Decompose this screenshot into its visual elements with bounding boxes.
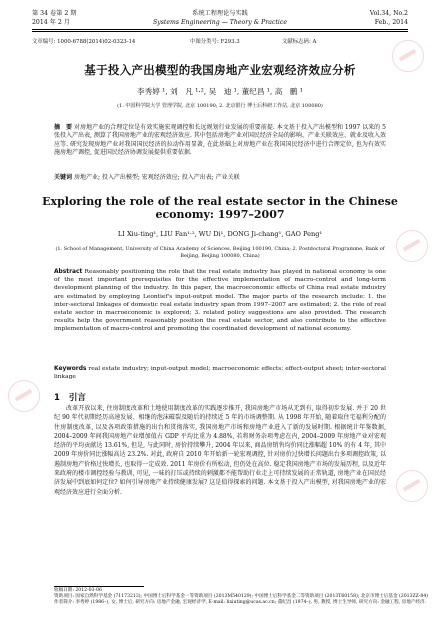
affiliation-en: (1. School of Management, University of China Academy of Sciences, Beijing 100190, China; 2. Postdoctoral Programme, Bank of Beijing, Beijing 100080, China) [55, 246, 385, 259]
footnote-rule [54, 586, 144, 587]
footnotes [54, 588, 429, 607]
journal-date-cn: 2014 年 2 月 [32, 19, 70, 26]
journal-volume-cn: 第 34 卷第 2 期 [32, 10, 77, 17]
watermark-stamp [390, 464, 434, 508]
journal-name-cn: 系统工程理论与实践 [192, 10, 248, 17]
footnote-funding: 资助项目: 国家自然科学基金 (71173213); 中国博士后科学基金一等资助项目 (2013M540129); 中国博士后科学基金二等资助项目 (2013T60158); 北京市博士后基金 (2013ZZ-84) [54, 594, 429, 600]
footnote-author-bio: 作者简介: 李秀婷 (1986–), 女, 博士后, 研究方向: 房地产金融, 宏观经济学, E-mail: lixiuting@ucas.ac.cn; 董纪昌 (1974–), 男, 教授, 博士生导师, 研究方向: 金融工程, 房地产经济. [54, 600, 427, 606]
keywords-cn-text: 房地产业; 投入产出模型; 宏观经济效应; 投入产出表; 产业关联 [73, 174, 240, 181]
introduction-paragraph: 改革开放以来, 住房制度改革和土地使用制度改革的实践逐步推开, 我国房地产市场从无到有, 取得初步发展. 并于 20 世纪 90 年代初期经历高速发展、相继的泡沫破裂及随后的持续近 5 年的市场调整期. 从 1998 年开始, 随着取住宅福利分配的住房制度改革, 以及各项政策措施的出台和贯彻落实, 我国房地产市场和房地产业进入了新的发展时期. 根据统计年鉴数据, 2004–2009 年间我国房地产业增加值占 GDP 平均比重为 4.88%, 若将财务杂项考虑在内, 2004–2009 年房地产业对宏观经济的平均贡献达 13.61%, 但是, 与此同时, 房价持续攀升, 2004 年以来, 商品房销售均价同比涨幅超 10% 的有 4 年, 其中 2009 年房价同比涨幅高达 23.2%. 对此, 政府自 2010 年开始新一轮宏观调控, 针对房价过快增长问题出台多项调控政策, 以遏制房地产价格过快增长, 也取得一定成效. 2011 年房价有所松动, 但仍处在高位. 稳定我国房地产市场的发展历程, 以及近年来政府的楼市调控经验与教训, 可见, 一味的打压或持续的刺激都不能帮助行业走上可持续发展的正常轨道, 房地产业在国民经济发展中到底如何定位? 如何引导房地产业持续健康发展? 这是值得探索的问题. 本文基于投入产出模型, 对我国房地产业的宏观经济效应进行全面分析. [54, 405, 386, 496]
section-title: 引言 [68, 393, 86, 403]
footnote-received: 收稿日期: 2012-03-06 [54, 588, 102, 593]
authors-en: LI Xiu-ting¹, LIU Fan¹·², WU Di¹, DONG Ji-chang¹, GAO Peng¹ [117, 230, 323, 238]
abstract-en [54, 268, 386, 334]
journal-volume-en: Vol.34, No.2 [369, 10, 408, 17]
affiliation-cn: (1. 中国科学院大学 管理学院, 北京 100190; 2. 北京银行 博士后科研工作站, 北京 100080) [117, 103, 323, 109]
watermark-stamp [2, 374, 46, 418]
header-rule [32, 29, 408, 30]
authors-cn: 李秀婷 ¹, 刘 凡 ¹·², 吴 迪 ¹, 董纪昌 ¹, 高 鹏 ¹ [137, 87, 303, 96]
abstract-en-text: Reasonably positioning the role that the real estate industry has played in national economy is one of the most important prerequisites for the effective implementation of macro-control and long-term development planning of the industry. In this paper, the macroeconomic effects of China real estate industry are estimated by employing Leontief's input-output model. The major parts of the research include: 1. the inter-sectoral linkages of domestic real estate industry span from 1997–2007 are estimated; 2. the role of real estate sector in macroeconomic is explored; 3. related policy suggestions are also provided. The research results help the government reasonably position the real estate sector, and also contribute to the effective implementation of macro-control and promoting the coordinated development of national economy. [54, 269, 386, 333]
document-code: 文献标志码: A [282, 39, 317, 45]
abstract-cn-label: 摘 要 [54, 124, 73, 131]
keywords-en-text: real estate industry; input-output model; macroeconomic effects; effect-output sheet; inter-sectoral linkage [54, 366, 386, 381]
keywords-cn-label: 关键词 [54, 174, 73, 181]
keywords-en-label: Keywords [54, 366, 87, 372]
keywords-cn [54, 174, 386, 182]
section-number: 1 [54, 393, 60, 403]
paper-title-cn: 基于投入产出模型的我国房地产业宏观经济效应分析 [84, 63, 356, 77]
abstract-cn-text: 对房地产业的合理定位是有效实施宏观调控和长远规划行业发展的重要前提. 本文基于投入产出模型和 1997 以来的 5 张投入产出表, 测算了我国房地产业的宏观经济效应. 其中包括房地产业对国民经济全局的影响、产业关联效应、就业及收入效应等. 研究发现房地产业对我国国民经济的拉动作用显著, 在此基础上对房地产业在我国国民经济中进行合理定位, 也为有效实施房地产调控, 促进国民经济协调发展提供重要依据. [54, 124, 386, 157]
paper-title-en: Exploring the role of the real estate sector in the Chinese economy: 1997–2007 [42, 195, 398, 221]
clc-number: 中图分类号: F293.3 [190, 39, 240, 45]
abstract-cn [54, 124, 386, 158]
section-heading [54, 391, 86, 403]
abstract-en-label: Abstract [54, 269, 83, 275]
article-number: 文章编号: 1000-6788(2014)02-0323-14 [32, 39, 136, 45]
header-rule-thin [32, 31, 408, 32]
keywords-en [54, 365, 386, 381]
journal-name-en: Systems Engineering — Theory & Practice [152, 19, 288, 26]
journal-date-en: Feb., 2014 [374, 19, 408, 26]
